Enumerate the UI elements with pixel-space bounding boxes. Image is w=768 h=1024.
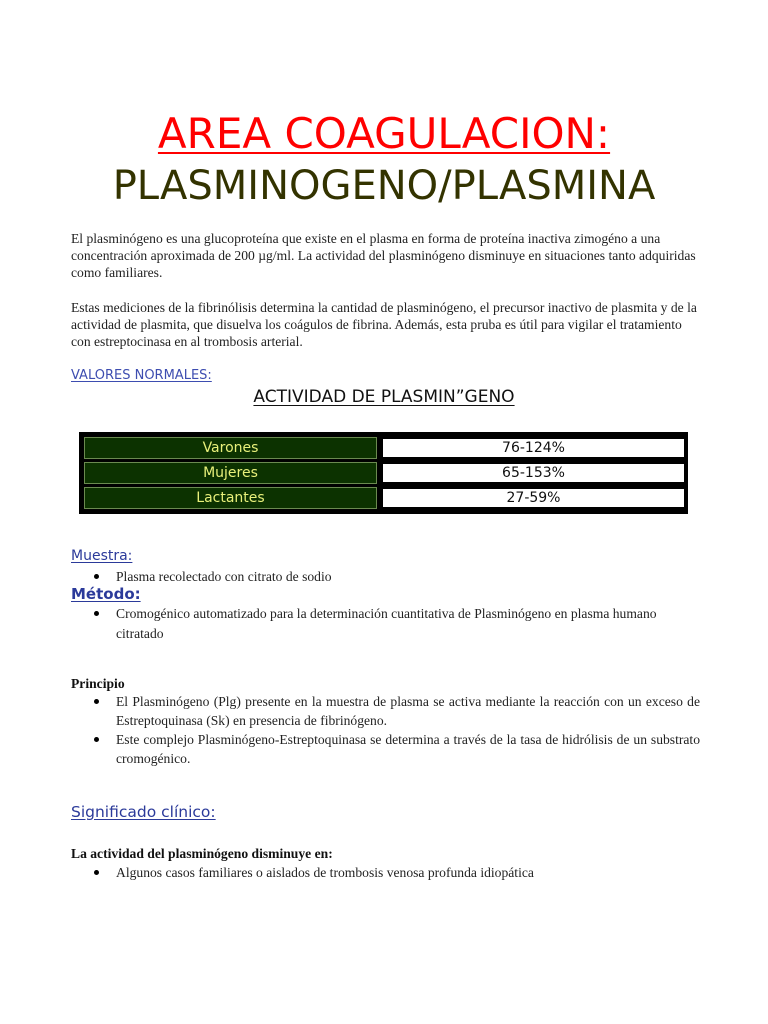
group-cell: Varones <box>84 437 377 459</box>
principio-heading: Principio <box>71 676 125 691</box>
principio-list <box>92 692 700 768</box>
table-title: ACTIVIDAD DE PLASMIN”GENO <box>253 387 515 407</box>
metodo-heading: Método: <box>71 585 141 603</box>
muestra-heading: Muestra: <box>71 548 133 564</box>
list-item: Cromogénico automatizado para la determinación cuantitativa de Plasminógeno en plasma humano citratado <box>92 604 700 644</box>
significado-list <box>92 863 700 882</box>
list-item: El Plasminógeno (Plg) presente en la muestra de plasma se activa mediante la reacción con un exceso de Estreptoquinasa (Sk) en presencia de fibrinógeno. <box>92 692 700 730</box>
list-item: Algunos casos familiares o aislados de trombosis venosa profunda idiopática <box>92 863 700 882</box>
title-subject: PLASMINOGENO/PLASMINA <box>112 163 656 209</box>
group-cell: Mujeres <box>84 462 377 484</box>
table-row <box>79 485 688 510</box>
normal-values-table <box>79 432 688 514</box>
table-row <box>79 460 688 485</box>
value-cell: 76-124% <box>381 437 686 459</box>
value-cell: 65-153% <box>381 462 686 484</box>
metodo-list <box>92 604 700 644</box>
measurement-paragraph: Estas mediciones de la fibrinólisis determina la cantidad de plasminógeno, el precursor inactivo de plasmita y de la actividad de plasmita, que disuelva los coágulos de fibrina. Además, esta pruba es útil para vigilar el tratamiento con estreptocinasa en al trombosis arterial. <box>71 300 697 349</box>
significado-heading: Significado clínico: <box>71 803 216 821</box>
muestra-list <box>92 567 700 586</box>
list-item: Este complejo Plasminógeno-Estreptoquinasa se determina a través de la tasa de hidrólisis de un substrato cromogénico. <box>92 730 700 768</box>
list-item: Plasma recolectado con citrato de sodio <box>92 567 700 586</box>
significado-subheading: La actividad del plasminógeno disminuye en: <box>71 846 333 861</box>
table-row <box>79 435 688 460</box>
intro-paragraph: El plasminógeno es una glucoproteína que existe en el plasma en forma de proteína inactiva zimogéno a una concentración aproximada de 200 µg/ml. La actividad del plasminógeno disminuye en situaciones tanto adquiridas como familiares. <box>71 231 696 280</box>
title-area: AREA COAGULACION: <box>157 109 611 158</box>
value-cell: 27-59% <box>381 487 686 509</box>
group-cell: Lactantes <box>84 487 377 509</box>
valores-normales-heading: VALORES NORMALES: <box>71 368 212 383</box>
